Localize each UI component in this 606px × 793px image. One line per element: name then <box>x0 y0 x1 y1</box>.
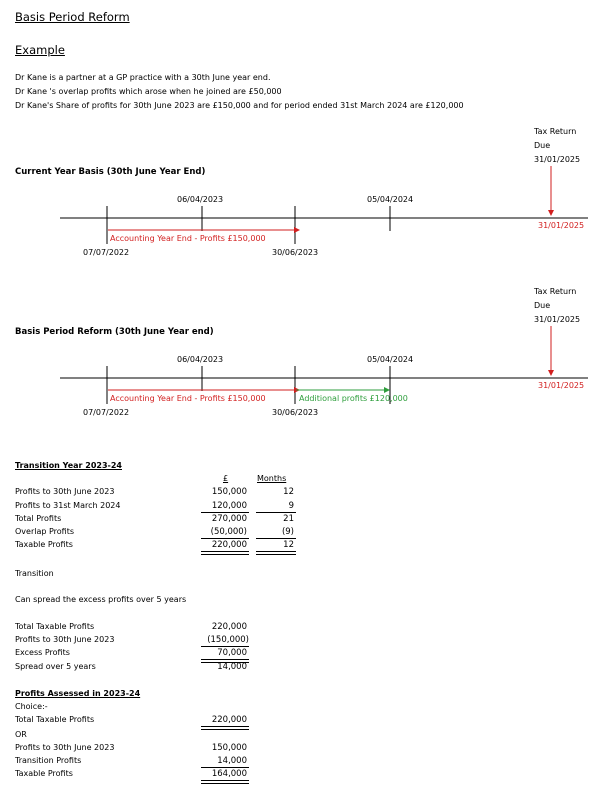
timeline1-title: Current Year Basis (30th June Year End) <box>15 167 206 177</box>
timeline2-date-a: 06/04/2023 <box>177 355 224 364</box>
assessed-choice: Choice:- <box>15 702 48 711</box>
timeline1-due-arrowhead <box>548 210 554 216</box>
transition-row-months: 12 <box>283 487 294 497</box>
underline <box>256 538 296 539</box>
assessed-row-amount: 150,000 <box>211 743 247 753</box>
col-months-header: Months <box>257 474 287 483</box>
assessed-total-label: Total Taxable Profits <box>15 715 95 724</box>
assessed-total-amount: 220,000 <box>211 715 247 725</box>
spread-row-label: Spread over 5 years <box>15 662 96 671</box>
assessed-row-amount: 14,000 <box>217 756 247 766</box>
spread-row-label: Total Taxable Profits <box>15 622 95 631</box>
timeline1-due-label: 31/01/2025 <box>538 221 585 230</box>
transition-row-amount: 150,000 <box>211 487 247 497</box>
spread-row-amount: 14,000 <box>217 662 247 672</box>
tax-return-label-1: Tax Return <box>534 127 577 136</box>
tax-return-date-2: 31/01/2025 <box>534 315 581 324</box>
timeline2-due-arrowhead <box>548 370 554 376</box>
timeline2-due-label: 31/01/2025 <box>538 381 585 390</box>
intro-line-1: Dr Kane is a partner at a GP practice with a 30th June year end. <box>15 73 271 82</box>
transition-label: Transition <box>15 569 54 578</box>
double-underline <box>256 551 296 555</box>
example-label: Example <box>15 43 65 57</box>
spread-row-amount: 70,000 <box>217 648 247 658</box>
transition-row-label: Taxable Profits <box>15 540 73 549</box>
transition-row-amount: 270,000 <box>211 514 247 524</box>
double-underline <box>201 780 249 784</box>
col-pound-header: £ <box>223 474 229 483</box>
transition-row-label: Profits to 30th June 2023 <box>15 487 115 496</box>
intro-line-3: Dr Kane's Share of profits for 30th June 2023 are £150,000 and for period ended 31st March 2024 are £120,000 <box>15 101 464 110</box>
timeline2-additional-label: Additional profits £120,000 <box>299 394 408 403</box>
timeline1-arrow-label: Accounting Year End - Profits £150,000 <box>110 234 266 243</box>
transition-title: Transition Year 2023-24 <box>15 461 122 470</box>
underline <box>201 538 249 539</box>
transition-row-label: Profits to 31st March 2024 <box>15 501 121 510</box>
transition-row-months: 9 <box>288 501 294 511</box>
assessed-row-label: Transition Profits <box>15 756 82 765</box>
underline <box>256 512 296 513</box>
timeline2-additional-arrowhead <box>384 387 390 393</box>
timeline2-end: 30/06/2023 <box>272 408 319 417</box>
transition-row-amount: 220,000 <box>211 540 247 550</box>
transition-row-months: (9) <box>281 527 294 537</box>
tax-return-date-1: 31/01/2025 <box>534 155 581 164</box>
assessed-row-amount: 164,000 <box>211 769 247 779</box>
transition-row-months: 21 <box>283 514 294 524</box>
assessed-row-label: Taxable Profits <box>15 769 73 778</box>
tax-return-due-1: Due <box>534 141 551 150</box>
underline <box>201 646 249 647</box>
double-underline <box>201 551 249 555</box>
timeline2-date-b: 05/04/2024 <box>367 355 414 364</box>
transition-row-amount: (50,000) <box>210 527 247 537</box>
transition-row-label: Overlap Profits <box>15 527 75 536</box>
transition-row-amount: 120,000 <box>211 501 247 511</box>
assessed-title: Profits Assessed in 2023-24 <box>15 689 141 698</box>
underline <box>201 512 249 513</box>
timeline1-start: 07/07/2022 <box>83 248 130 257</box>
double-underline <box>201 726 249 730</box>
timeline2-title: Basis Period Reform (30th June Year end) <box>15 327 214 337</box>
spread-row-amount: (150,000) <box>207 635 249 645</box>
spread-row-amount: 220,000 <box>211 622 247 632</box>
timeline2-start: 07/07/2022 <box>83 408 130 417</box>
underline <box>201 767 249 768</box>
spread-row-label: Profits to 30th June 2023 <box>15 635 115 644</box>
timeline1-date-a: 06/04/2023 <box>177 195 224 204</box>
spread-row-label: Excess Profits <box>15 648 70 657</box>
transition-row-months: 12 <box>283 540 294 550</box>
intro-line-2: Dr Kane 's overlap profits which arose when he joined are £50,000 <box>15 87 282 96</box>
timeline1-end: 30/06/2023 <box>272 248 319 257</box>
timeline2-arrow-label: Accounting Year End - Profits £150,000 <box>110 394 266 403</box>
page-title: Basis Period Reform <box>15 10 130 24</box>
timeline1-date-b: 05/04/2024 <box>367 195 414 204</box>
assessed-or: OR <box>15 730 27 739</box>
spread-note: Can spread the excess profits over 5 years <box>15 595 187 604</box>
tax-return-due-2: Due <box>534 301 551 310</box>
assessed-row-label: Profits to 30th June 2023 <box>15 743 115 752</box>
timeline1-profit-arrowhead <box>294 227 300 233</box>
tax-return-label-2: Tax Return <box>534 287 577 296</box>
transition-row-label: Total Profits <box>15 514 62 523</box>
